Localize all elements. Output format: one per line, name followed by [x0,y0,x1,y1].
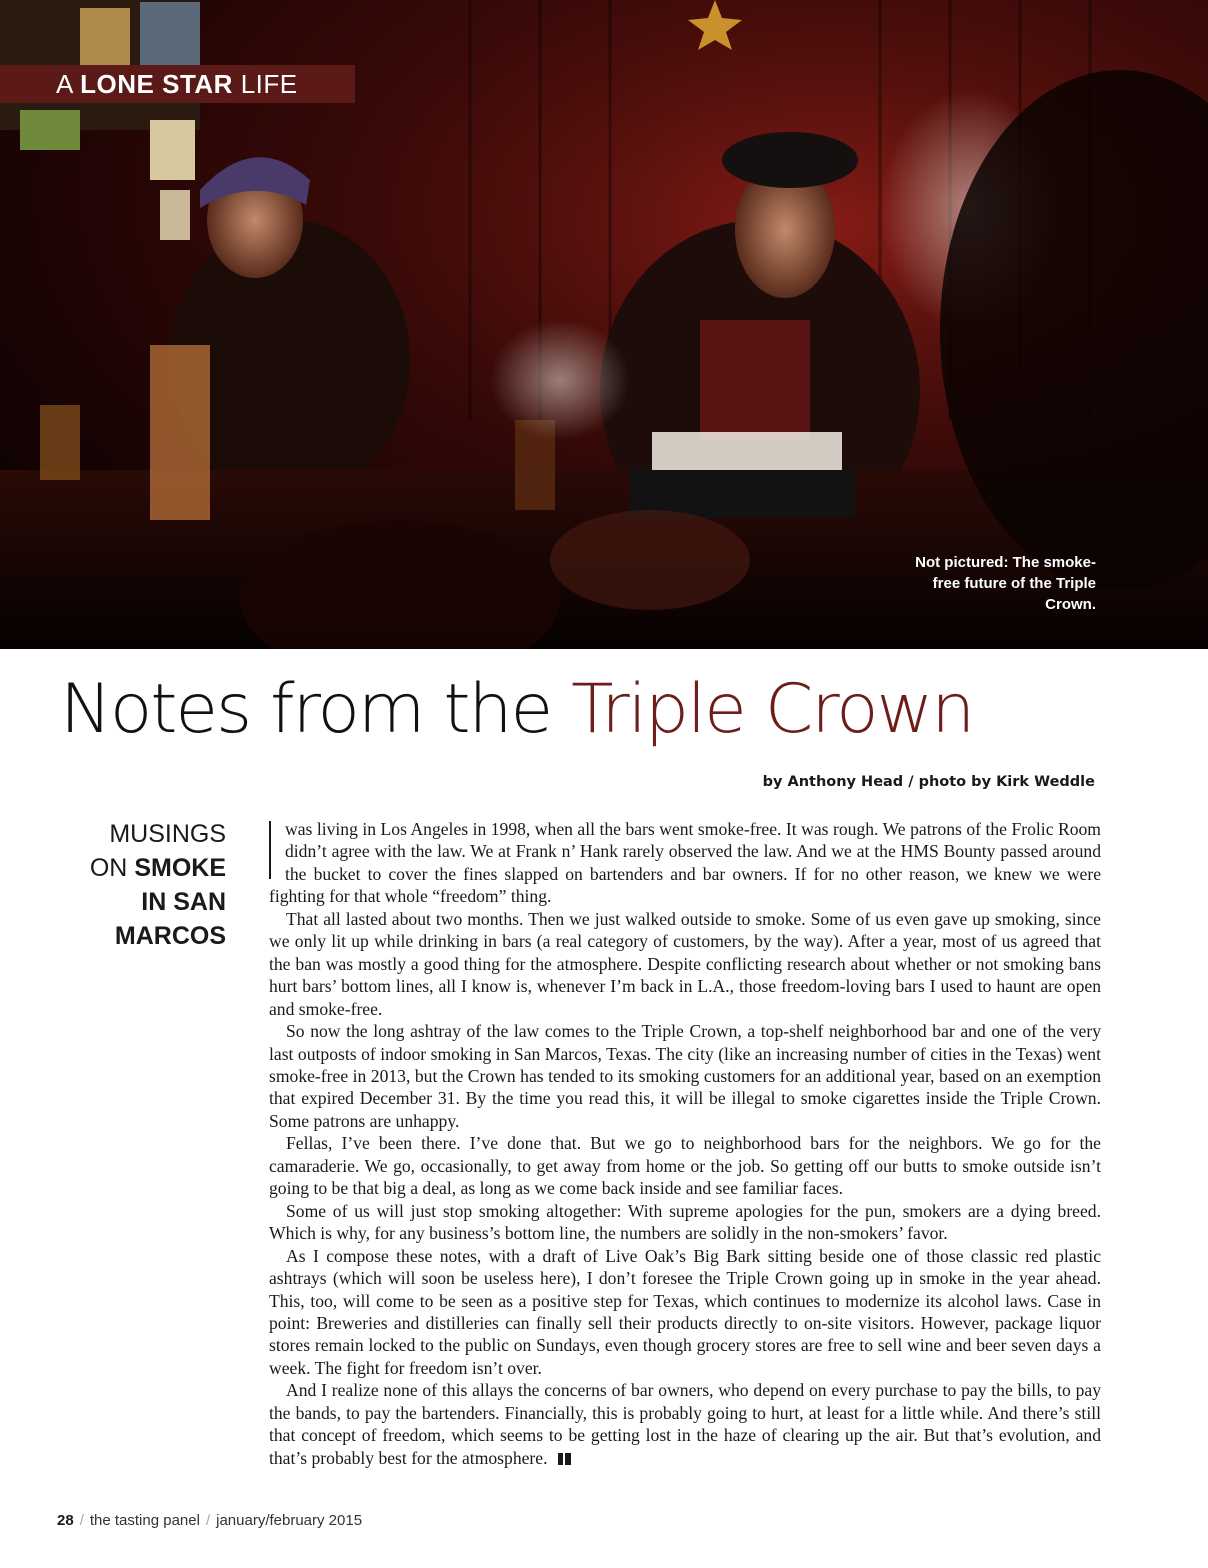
article-paragraph [269,818,1101,908]
footer-separator: / [79,1512,84,1529]
photo-caption: Not pictured: The smoke-free future of the Triple Crown. [915,554,1096,613]
byline: by Anthony Head / photo by Kirk Weddle [762,774,1095,790]
deck-line-4 [60,919,226,953]
section-tag-prefix: A [56,69,73,99]
section-tag-bold: LONE STAR [80,69,233,99]
publication-name: the tasting panel [89,1512,200,1529]
article-paragraph: So now the long ashtray of the law comes to the Triple Crown, a top-shelf neighborhood bar and one of the very last outposts of indoor smoking in San Marcos, Texas. The city (like an increasing number of cities in the Texas) went smoke-free in 2013, but the Crown has tended to its smoking customers for an additional year, based on an exemption that expired December 31. By the time you read this, it will be illegal to smoke cigarettes inside the Triple Crown. Some patrons are unhappy. [269,1021,1101,1131]
article-paragraph [269,1379,1101,1469]
article-paragraph: That all lasted about two months. Then we just walked outside to smoke. Some of us even gave up smoking, since we only lit up while drinking in bars (a real category of customers, by the way). After a year, most of us agreed that the ban was mostly a good thing for the atmosphere. Despite conflicting research about whether or not smoking bans hurt bars’ bottom lines, all I know is, whenever I’m back in L.A., those freedom-loving bars I used to haunt are open and smoke-free. [269,908,1101,1019]
deck-smoke: SMOKE [134,854,226,882]
deck-in-san: IN SAN [141,888,226,916]
deck-marcos: MARCOS [114,922,226,950]
page-footer [57,1512,362,1529]
article-deck [60,817,226,953]
deck-on: ON [89,854,128,882]
section-tag-suffix: LIFE [240,69,298,99]
paragraph-text: And I realize none of this allays the concerns of bar owners, who depend on every purchase to pay the bills, to pay the bands, to pay the bartenders. Financially, this is probably going to hurt, at least for a little while. And there’s still that concept of freedom, which seems to be getting lost in the haze of clearing up the air. But that’s evolution, and that’s probably best for the atmosphere. [269,1380,1101,1468]
article-headline [60,670,1182,749]
deck-line-2 [60,851,226,885]
end-mark-icon [558,1453,571,1465]
headline-part2: Triple Crown [571,670,974,749]
paragraph-text: was living in Los Angeles in 1998, when all the bars went smoke-free. It was rough. We patrons of the Frolic Room didn’t agree with the law. We at Frank n’ Hank rarely observed the law. And we at the HMS Bounty passed around the bucket to cover the fines slapped on bartenders and bar owners. If for no other reason, we knew we were fighting for that whole “freedom” thing. [269,819,1101,907]
article-paragraph: Fellas, I’ve been there. I’ve done that. But we go to neighborhood bars for the neighbors. We go for the camaraderie. We go, occasionally, to get away from home or the job. So getting off our butts to smoke outside isn’t going to be that big a deal, as long as we come back inside and see familiar faces. [269,1133,1101,1199]
article-body [269,818,1101,1469]
article-paragraph: As I compose these notes, with a draft of Live Oak’s Big Bark sitting beside one of those classic red plastic ashtrays (which will soon be useless here), I don’t foresee the Triple Crown going up in smoke in the year ahead. This, too, will come to be seen as a positive step for Texas, which continues to modernize its alcohol laws. Case in point: Breweries and distilleries can finally sell their products directly to on-site visitors. However, package liquor stores remain locked to the public on Sundays, even though grocery stores are free to sell wine and beer seven days a week. The fight for freedom isn’t over. [269,1245,1101,1378]
section-tag [0,65,355,103]
headline-part1: Notes from the [60,670,552,749]
deck-line-3 [60,885,226,919]
issue-date: january/february 2015 [216,1512,363,1529]
article-paragraph: Some of us will just stop smoking altogether: With supreme apologies for the pun, smokers are a dying breed. Which is why, for any business’s bottom line, the numbers are solidly in the non-smokers’ favor. [269,1200,1101,1244]
deck-line-1: MUSINGS [109,820,226,848]
footer-separator: / [205,1512,211,1529]
hero-photo [0,0,1208,649]
page-number: 28 [57,1512,74,1529]
drop-cap [269,821,281,879]
